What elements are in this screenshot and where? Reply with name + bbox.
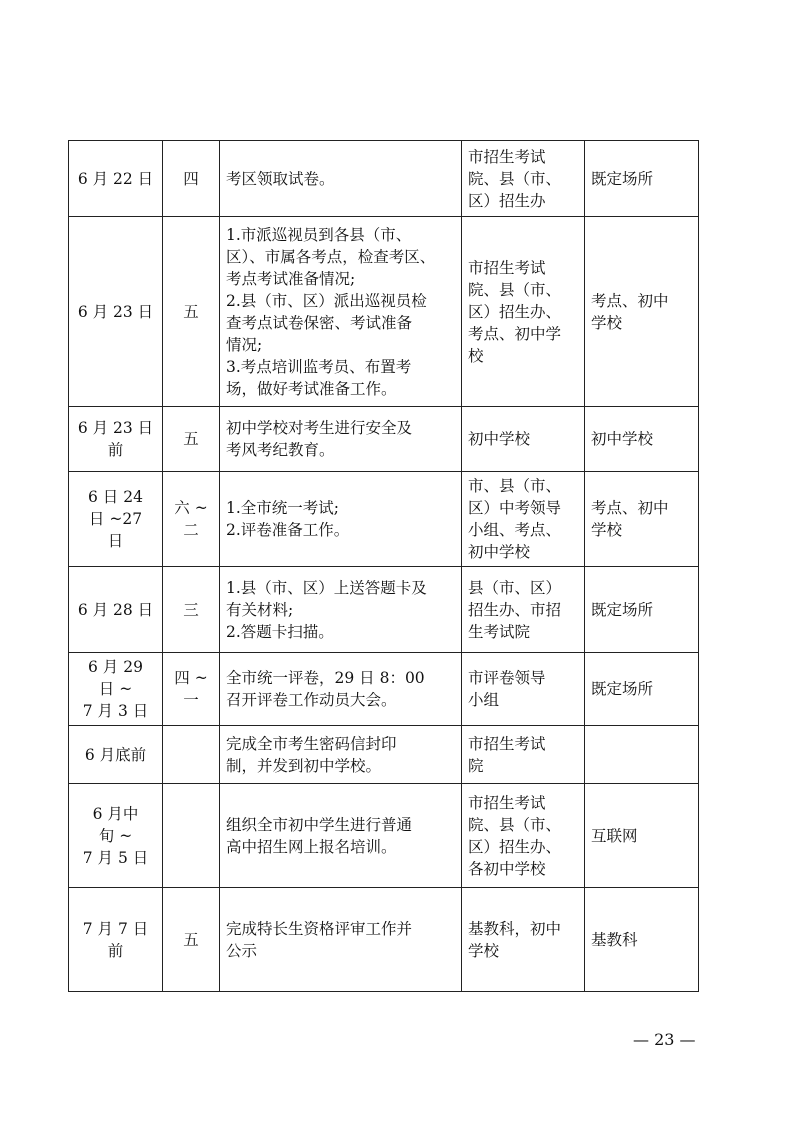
- cell-text-line: 五: [183, 930, 199, 949]
- cell-text-line: 日: [107, 532, 124, 550]
- cell-text-line: 校: [468, 346, 484, 365]
- cell-text-line: 6 月底前: [84, 745, 147, 764]
- cell-text-line: 市招生考试: [468, 793, 546, 812]
- cell-text-line: 6 月中: [92, 804, 139, 823]
- cell-resp: [462, 726, 585, 784]
- cell-text-line: 1.全市统一考试;: [226, 499, 340, 517]
- cell-text-line: 学校: [591, 521, 623, 539]
- cell-task: [220, 888, 462, 992]
- cell-resp: [462, 567, 585, 653]
- cell-text-line: 互联网: [591, 826, 638, 845]
- cell-text-line: 旬 ~: [98, 826, 133, 845]
- cell-task: [220, 726, 462, 784]
- cell-date: [69, 567, 163, 653]
- cell-text-line: 前: [107, 441, 124, 459]
- cell-day: [163, 888, 220, 992]
- cell-text-line: 1.县（市、区）上送答题卡及: [226, 578, 427, 597]
- cell-text-line: 小组、考点、: [468, 521, 562, 539]
- cell-text-line: 市招生考试: [468, 734, 546, 753]
- cell-text-line: 市、县（市、: [468, 477, 562, 495]
- cell-text-line: 院、县（市、: [468, 280, 562, 299]
- cell-text-line: 日 ~: [98, 680, 133, 698]
- cell-text-line: 招生办、市招: [468, 600, 562, 619]
- cell-text-line: 召开评卷工作动员大会。: [226, 691, 397, 709]
- table-row: [69, 784, 699, 888]
- cell-text-line: 6 月 23 日: [77, 302, 154, 321]
- cell-text-line: 2.评卷准备工作。: [226, 521, 350, 539]
- table-row: [69, 217, 699, 407]
- cell-text-line: 初中学校对考生进行安全及: [226, 419, 413, 437]
- cell-text-line: 7 月 7 日: [82, 919, 149, 938]
- cell-date: [69, 407, 163, 472]
- cell-text-line: 五: [183, 430, 199, 448]
- cell-text-line: 基教科: [591, 930, 638, 949]
- cell-place: [585, 407, 699, 472]
- table-row: [69, 141, 699, 217]
- cell-text-line: 学校: [468, 941, 500, 960]
- cell-text-line: 基教科，初中: [468, 919, 562, 938]
- cell-text-line: 完成特长生资格评审工作并: [226, 919, 413, 938]
- cell-text-line: 日 ~27: [88, 510, 143, 528]
- cell-text-line: 初中学校: [468, 430, 531, 448]
- cell-text-line: 二: [183, 521, 199, 539]
- cell-text-line: 查考点试卷保密、考试准备: [226, 313, 413, 332]
- cell-text-line: 考点考试准备情况;: [226, 269, 356, 288]
- cell-text-line: 区）招生办、: [468, 302, 562, 321]
- cell-resp: [462, 472, 585, 567]
- table-row: [69, 567, 699, 653]
- cell-resp: [462, 784, 585, 888]
- cell-text-line: 制，并发到初中学校。: [226, 756, 382, 775]
- cell-text-line: 院: [468, 756, 484, 775]
- cell-text-line: 场，做好考试准备工作。: [226, 379, 397, 398]
- cell-text-line: 考风考纪教育。: [226, 441, 335, 459]
- cell-place: [585, 217, 699, 407]
- table-row: [69, 888, 699, 992]
- cell-resp: [462, 888, 585, 992]
- cell-text-line: 县（市、区）: [468, 578, 562, 597]
- cell-text-line: 既定场所: [591, 600, 654, 619]
- table-row: [69, 653, 699, 726]
- cell-text-line: 完成全市考生密码信封印: [226, 734, 397, 753]
- cell-text-line: 院、县（市、: [468, 169, 562, 188]
- cell-task: [220, 217, 462, 407]
- cell-text-line: 市评卷领导: [468, 669, 546, 687]
- cell-text-line: 各初中学校: [468, 859, 546, 878]
- cell-task: [220, 141, 462, 217]
- cell-text-line: 高中招生网上报名培训。: [226, 837, 397, 856]
- schedule-table: [68, 140, 699, 992]
- cell-text-line: 生考试院: [468, 622, 531, 641]
- cell-day: [163, 217, 220, 407]
- cell-text-line: 四 ~: [174, 669, 208, 687]
- cell-day: [163, 784, 220, 888]
- cell-text-line: 三: [183, 600, 199, 619]
- cell-text-line: 初中学校: [468, 543, 531, 561]
- cell-text-line: 1.市派巡视员到各县（市、: [226, 225, 412, 244]
- cell-place: [585, 888, 699, 992]
- cell-date: [69, 784, 163, 888]
- cell-text-line: 7 月 3 日: [82, 702, 149, 720]
- cell-task: [220, 653, 462, 726]
- cell-text-line: 6 月 22 日: [77, 169, 154, 188]
- cell-place: [585, 141, 699, 217]
- cell-text-line: 2.县（市、区）派出巡视员检: [226, 291, 427, 310]
- cell-text-line: 组织全市初中学生进行普通: [226, 815, 413, 834]
- cell-text-line: 四: [183, 169, 199, 188]
- cell-text-line: 3.考点培训监考员、布置考: [226, 357, 412, 376]
- cell-task: [220, 784, 462, 888]
- cell-day: [163, 567, 220, 653]
- cell-day: [163, 472, 220, 567]
- cell-place: [585, 472, 699, 567]
- cell-text-line: 6 月 29: [88, 658, 143, 676]
- cell-date: [69, 653, 163, 726]
- cell-text-line: 6 月 28 日: [77, 600, 154, 619]
- cell-text-line: 六 ~: [174, 499, 208, 517]
- table-row: [69, 407, 699, 472]
- cell-text-line: 区）中考领导: [468, 499, 562, 517]
- cell-text-line: 7 月 5 日: [82, 848, 149, 867]
- cell-text-line: 情况;: [226, 335, 263, 354]
- cell-task: [220, 407, 462, 472]
- cell-text-line: 学校: [591, 313, 623, 332]
- cell-date: [69, 888, 163, 992]
- cell-place: [585, 567, 699, 653]
- cell-text-line: 考点、初中学: [468, 324, 562, 343]
- schedule-body: [69, 141, 699, 992]
- cell-day: [163, 141, 220, 217]
- cell-text-line: 区）招生办: [468, 191, 546, 210]
- cell-date: [69, 726, 163, 784]
- cell-text-line: 全市统一评卷，29 日 8：00: [226, 669, 425, 687]
- cell-text-line: 市招生考试: [468, 147, 546, 166]
- cell-text-line: 小组: [468, 691, 500, 709]
- cell-text-line: 考区领取试卷。: [226, 169, 335, 188]
- cell-text-line: 考点、初中: [591, 291, 669, 310]
- cell-date: [69, 217, 163, 407]
- cell-text-line: 2.答题卡扫描。: [226, 622, 334, 641]
- cell-day: [163, 407, 220, 472]
- cell-text-line: 6 日 24: [88, 488, 143, 506]
- cell-resp: [462, 407, 585, 472]
- cell-text-line: 既定场所: [591, 680, 654, 698]
- cell-text-line: 公示: [226, 941, 258, 960]
- cell-text-line: 6 月 23 日: [77, 419, 154, 437]
- cell-place: [585, 653, 699, 726]
- cell-date: [69, 472, 163, 567]
- cell-day: [163, 653, 220, 726]
- cell-date: [69, 141, 163, 217]
- cell-resp: [462, 141, 585, 217]
- cell-text-line: 院、县（市、: [468, 815, 562, 834]
- cell-text-line: 前: [107, 941, 124, 960]
- page-number: — 23 —: [633, 1030, 696, 1049]
- cell-text-line: 初中学校: [591, 430, 654, 448]
- table-row: [69, 726, 699, 784]
- cell-text-line: 五: [183, 302, 199, 321]
- cell-text-line: 市招生考试: [468, 258, 546, 277]
- cell-text-line: 既定场所: [591, 169, 654, 188]
- cell-task: [220, 567, 462, 653]
- cell-text-line: 有关材料;: [226, 600, 294, 619]
- cell-resp: [462, 653, 585, 726]
- table-row: [69, 472, 699, 567]
- cell-task: [220, 472, 462, 567]
- cell-day: [163, 726, 220, 784]
- cell-text-line: 一: [183, 691, 199, 709]
- cell-text-line: 区）、市属各考点，检查考区、: [226, 247, 436, 266]
- cell-place: [585, 726, 699, 784]
- cell-resp: [462, 217, 585, 407]
- cell-place: [585, 784, 699, 888]
- cell-text-line: 考点、初中: [591, 499, 669, 517]
- cell-text-line: 区）招生办、: [468, 837, 562, 856]
